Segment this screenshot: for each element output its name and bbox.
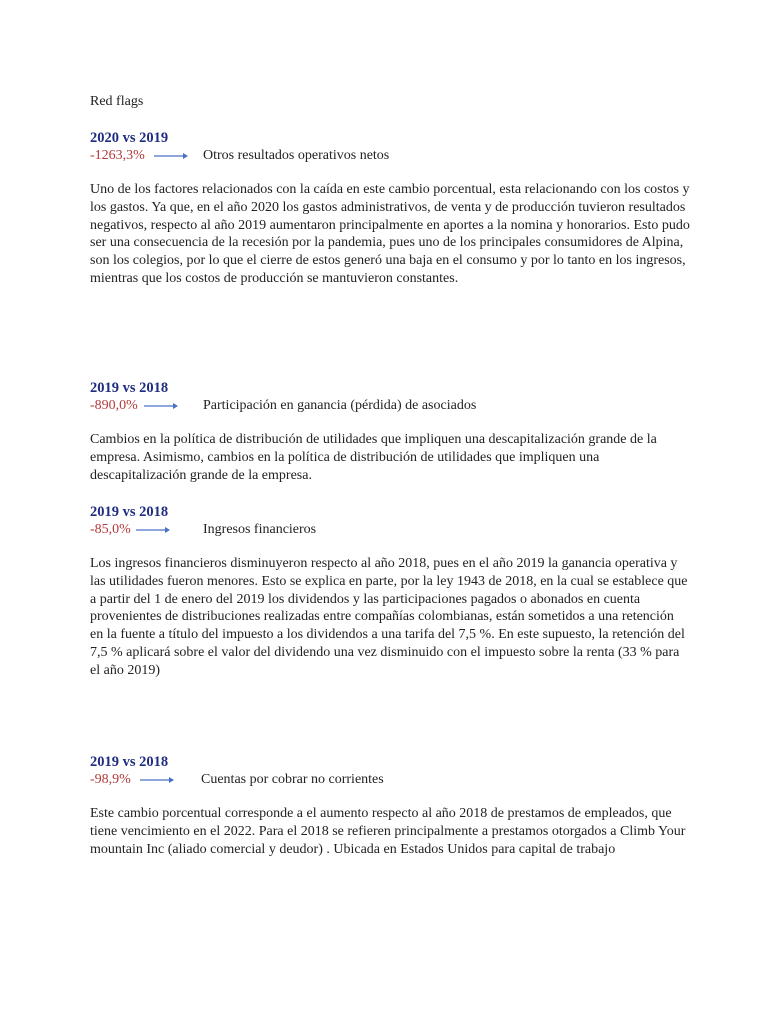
section-body: Cambios en la política de distribución de utilidades que impliquen una descapitalización grande de la empresa. Asimismo, cambios en la política de distribución de utilidades que impliquen una descapitalización grande de la empresa. (90, 432, 657, 483)
right-arrow-icon (136, 526, 170, 534)
section-metric-row (90, 521, 690, 539)
section-percent: -85,0% (90, 522, 131, 537)
section-label: Otros resultados operativos netos (203, 148, 390, 163)
right-arrow-icon (140, 776, 174, 784)
right-arrow-icon (144, 402, 178, 410)
section-percent: -890,0% (90, 398, 138, 413)
red-flag-section (90, 503, 690, 680)
right-arrow-icon (154, 152, 188, 160)
section-label: Participación en ganancia (pérdida) de asociados (203, 398, 477, 413)
section-body: Uno de los factores relacionados con la caída en este cambio porcentual, esta relacionando con los costos y los gastos. Ya que, en el año 2020 los gastos administrativos, de venta y de producción tuvieron resultados negativos, respecto al año 2019 aumentaron principalmente en aportes a la nomina y honorarios. Esto pudo ser una consecuencia de la recesión por la pandemia, pues uno de los principales consumidores de Alpina, son los colegios, por lo que el cierre de estos generó una baja en el consumo y por lo tanto en los ingresos, mientras que los costos de producción se mantuvieron constantes. (90, 182, 690, 286)
section-heading: 2020 vs 2019 (90, 130, 169, 146)
red-flag-section (90, 379, 690, 484)
section-heading: 2019 vs 2018 (90, 754, 169, 770)
section-heading: 2019 vs 2018 (90, 380, 169, 396)
section-body: Este cambio porcentual corresponde a el aumento respecto al año 2018 de prestamos de empleados, que tiene vencimiento en el 2022. Para el 2018 se refieren principalmente a prestamos otorgados a Climb Your mountain Inc (aliado comercial y deudor) . Ubicada en Estados Unidos para capital de trabajo (90, 806, 686, 857)
section-label: Cuentas por cobrar no corrientes (201, 772, 384, 787)
section-metric-row (90, 397, 690, 415)
section-heading: 2019 vs 2018 (90, 504, 169, 520)
red-flag-section (90, 753, 690, 858)
section-percent: -1263,3% (90, 148, 145, 163)
section-label: Ingresos financieros (203, 522, 317, 537)
document-title: Red flags (90, 94, 144, 109)
section-body: Los ingresos financieros disminuyeron respecto al año 2018, pues en el año 2019 la ganancia operativa y las utilidades fueron menores. Esto se explica en parte, por la ley 1943 de 2018, en la cual se establece que a partir del 1 de enero del 2019 los dividendos y las participaciones pagados o abonados en cuenta provenientes de distribuciones realizadas entre compañías colombianas, están sometidos a una retención en la fuente a título del impuesto a los dividendos a una tarifa del 7,5 %. En este supuesto, la retención del 7,5 % aplicará sobre el valor del dividendo una vez disminuido con el impuesto sobre la renta (33 % para el año 2019) (90, 556, 688, 678)
red-flag-section (90, 129, 690, 288)
section-metric-row (90, 147, 690, 165)
section-percent: -98,9% (90, 772, 131, 787)
section-metric-row (90, 771, 690, 789)
